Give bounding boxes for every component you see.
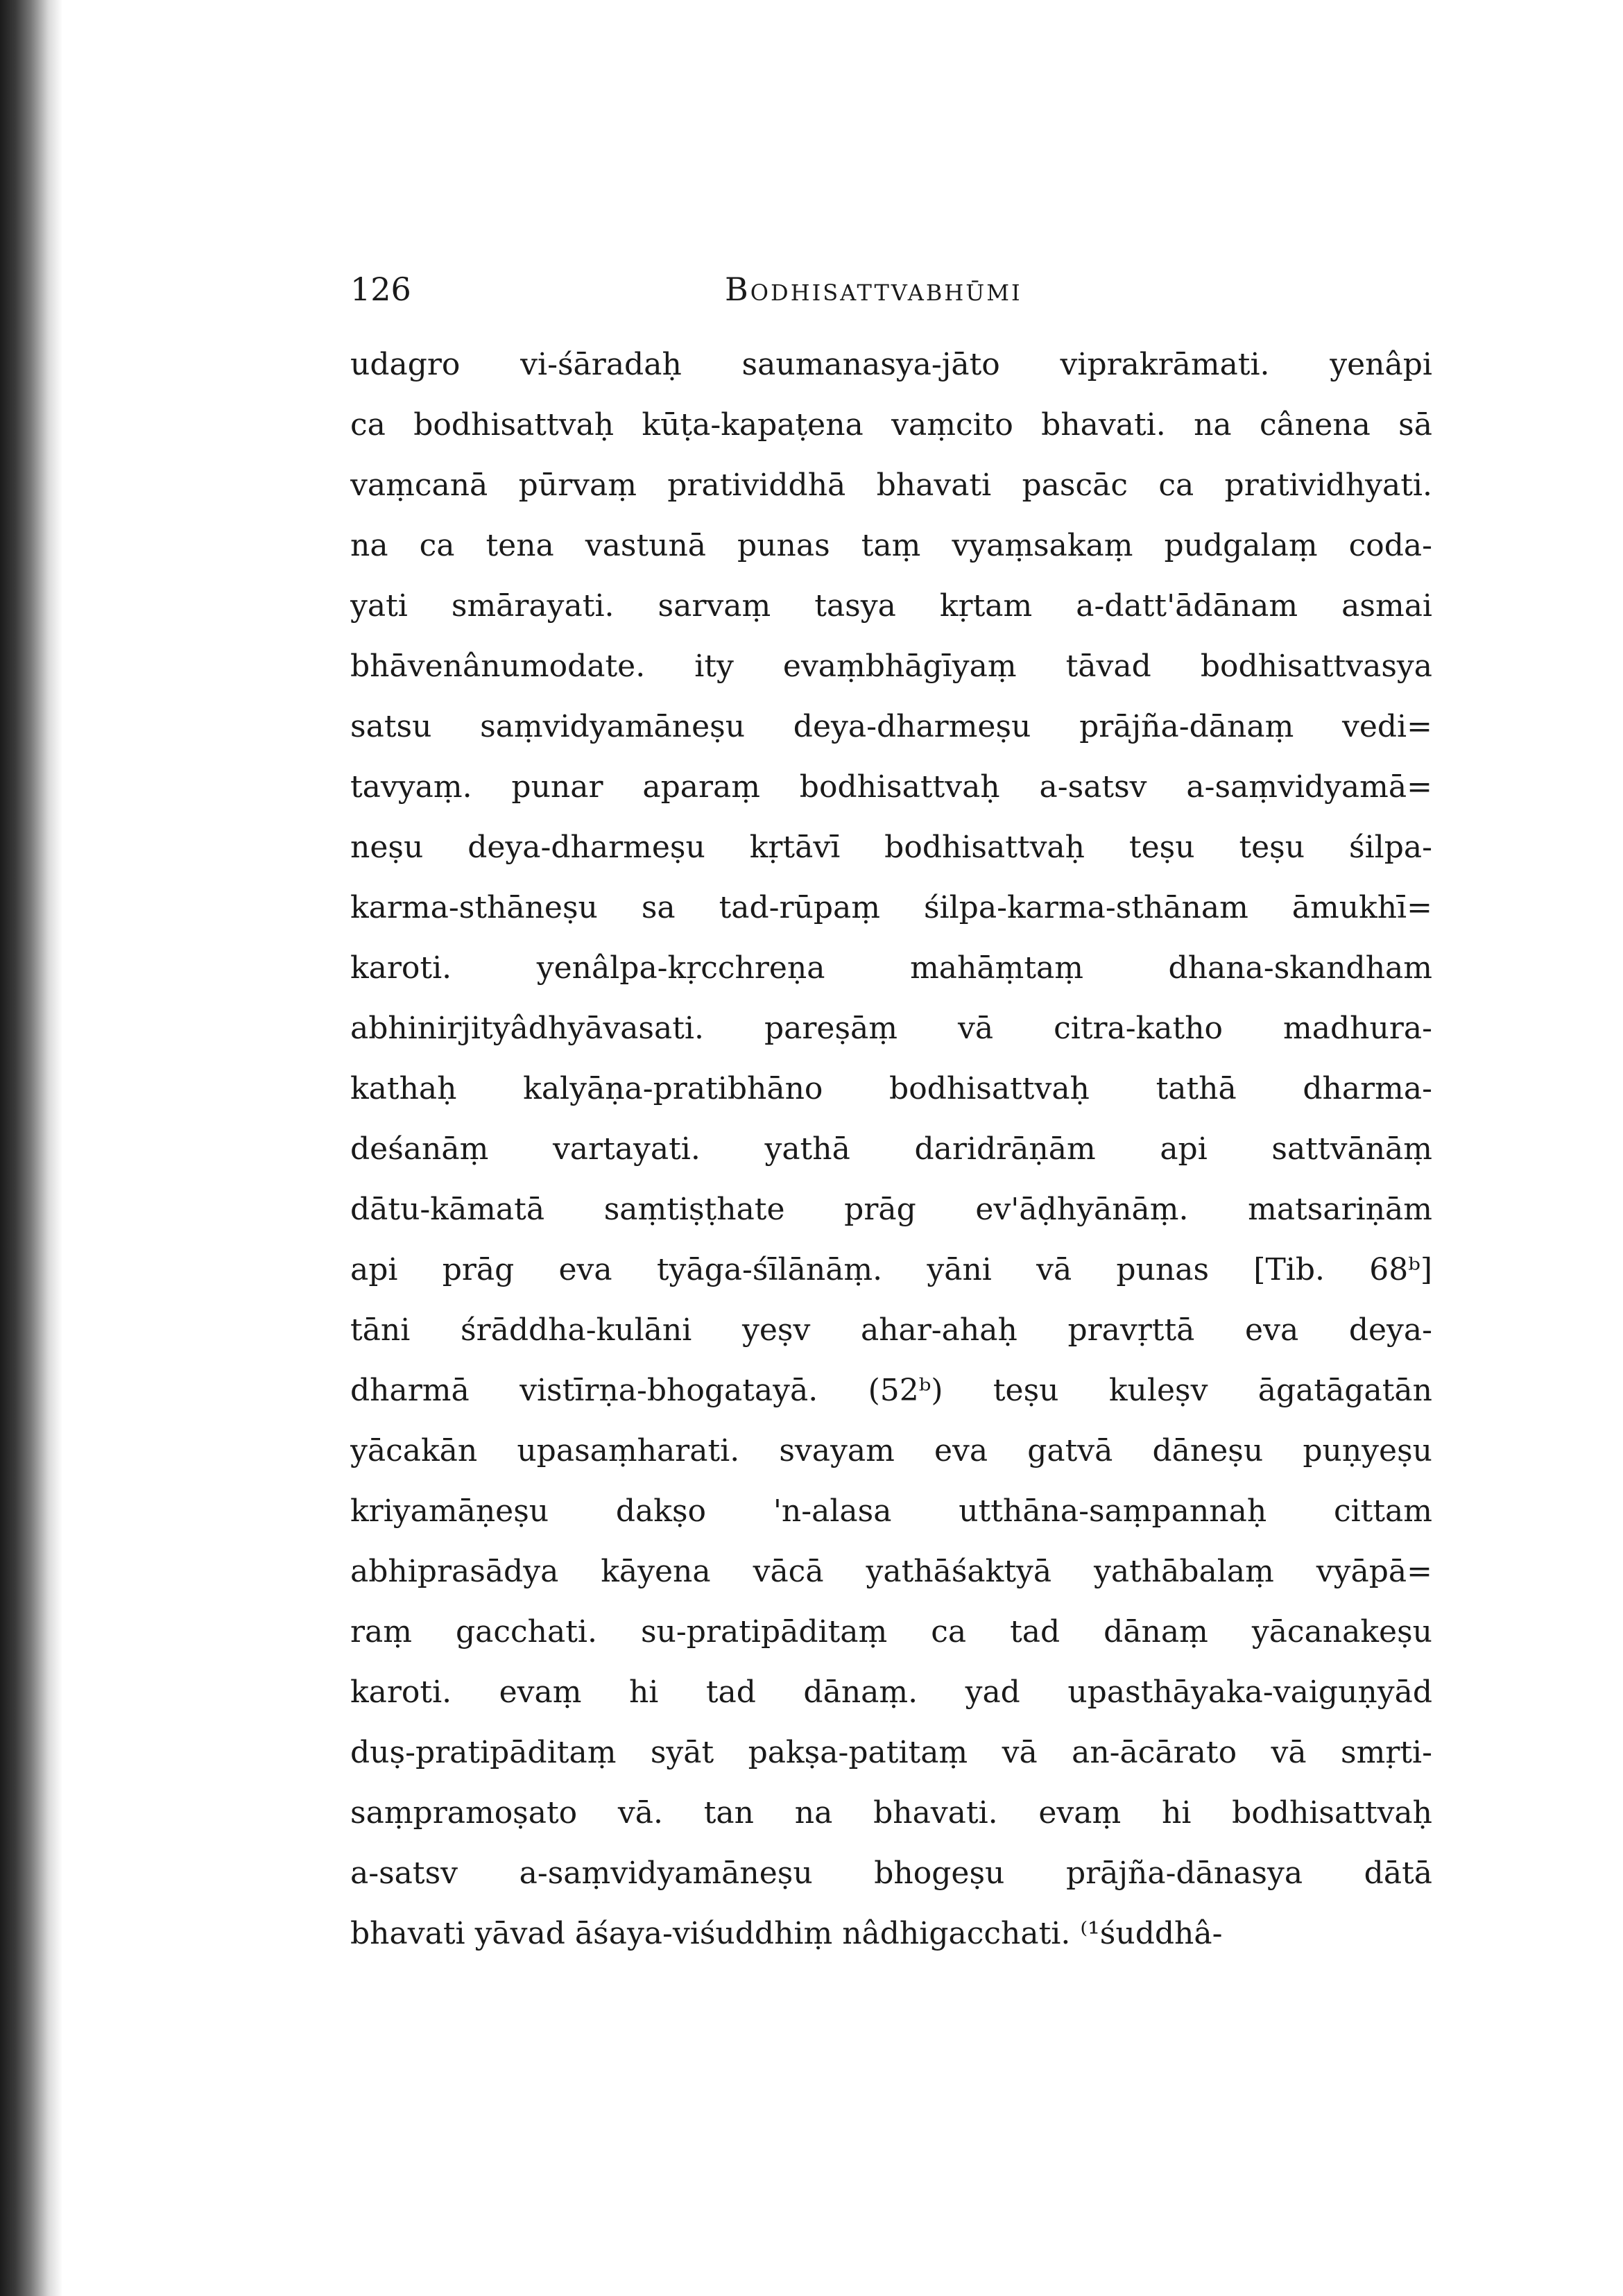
text-line: karma-sthāneṣu sa tad-rūpaṃ śilpa-karma-sthānam āmukhī= bbox=[350, 890, 1432, 925]
text-line: bhavati yāvad āśaya-viśuddhiṃ nâdhigacchati. ⁽¹śuddhâ- bbox=[350, 1916, 1223, 1951]
text-line: neṣu deya-dharmeṣu kṛtāvī bodhisattvaḥ teṣu teṣu śilpa- bbox=[350, 830, 1432, 865]
text-line: karoti. evaṃ hi tad dānaṃ. yad upasthāyaka-vaiguṇyād bbox=[350, 1674, 1432, 1710]
text-line: tāni śrāddha-kulāni yeṣv ahar-ahaḥ pravṛttā eva deya- bbox=[350, 1312, 1432, 1348]
text-line: karoti. yenâlpa-kṛcchreṇa mahāṃtaṃ dhana-skandham bbox=[350, 950, 1432, 986]
text-line: yati smārayati. sarvaṃ tasya kṛtam a-datt'ādānam asmai bbox=[350, 588, 1432, 624]
text-line: raṃ gacchati. su-pratipāditaṃ ca tad dānaṃ yācanakeṣu bbox=[350, 1614, 1432, 1650]
text-line: abhinirjityâdhyāvasati. pareṣāṃ vā citra-katho madhura- bbox=[350, 1011, 1432, 1046]
body-text bbox=[350, 334, 1432, 1964]
text-line: api prāg eva tyāga-śīlānāṃ. yāni vā punas [Tib. 68ᵇ] bbox=[350, 1252, 1432, 1287]
text-line: deśanāṃ vartayati. yathā daridrāṇām api sattvānāṃ bbox=[350, 1131, 1432, 1167]
text-line: udagro vi-śāradaḥ saumanasya-jāto viprakrāmati. yenâpi bbox=[350, 347, 1432, 382]
scan-binding-edge bbox=[0, 0, 62, 2296]
page-number: 126 bbox=[350, 271, 411, 308]
text-line: saṃpramoṣato vā. tan na bhavati. evaṃ hi bodhisattvaḥ bbox=[350, 1795, 1432, 1831]
text-line: yācakān upasaṃharati. svayam eva gatvā dāneṣu puṇyeṣu bbox=[350, 1433, 1432, 1468]
text-line: kathaḥ kalyāṇa-pratibhāno bodhisattvaḥ tathā dharma- bbox=[350, 1071, 1432, 1106]
text-line: na ca tena vastunā punas taṃ vyaṃsakaṃ pudgalaṃ coda- bbox=[350, 528, 1432, 563]
running-title: Bodhisattvabhūmi bbox=[725, 271, 1022, 308]
text-line: bhāvenânumodate. ity evaṃbhāgīyaṃ tāvad bodhisattvasya bbox=[350, 649, 1432, 684]
text-line: satsu saṃvidyamāneṣu deya-dharmeṣu prājña-dānaṃ vedi= bbox=[350, 709, 1432, 744]
text-line: duṣ-pratipāditaṃ syāt pakṣa-patitaṃ vā an-ācārato vā smṛti- bbox=[350, 1735, 1432, 1770]
book-page bbox=[350, 271, 1432, 1964]
page-header bbox=[350, 271, 1432, 333]
text-line: dharmā vistīrṇa-bhogatayā. (52ᵇ) teṣu kuleṣv āgatāgatān bbox=[350, 1373, 1432, 1408]
text-line: a-satsv a-saṃvidyamāneṣu bhogeṣu prājña-dānasya dātā bbox=[350, 1856, 1432, 1891]
text-line: tavyaṃ. punar aparaṃ bodhisattvaḥ a-satsv a-saṃvidyamā= bbox=[350, 769, 1432, 805]
text-line: vaṃcanā pūrvaṃ pratividdhā bhavati pascāc ca pratividhyati. bbox=[350, 468, 1432, 503]
text-line: abhiprasādya kāyena vācā yathāśaktyā yathābalaṃ vyāpā= bbox=[350, 1554, 1432, 1589]
text-line: ca bodhisattvaḥ kūṭa-kapaṭena vaṃcito bhavati. na cânena sā bbox=[350, 407, 1432, 443]
text-line: kriyamāṇeṣu dakṣo 'n-alasa utthāna-saṃpannaḥ cittam bbox=[350, 1493, 1432, 1529]
text-line: dātu-kāmatā saṃtiṣṭhate prāg ev'āḍhyānāṃ. matsariṇām bbox=[350, 1192, 1432, 1227]
